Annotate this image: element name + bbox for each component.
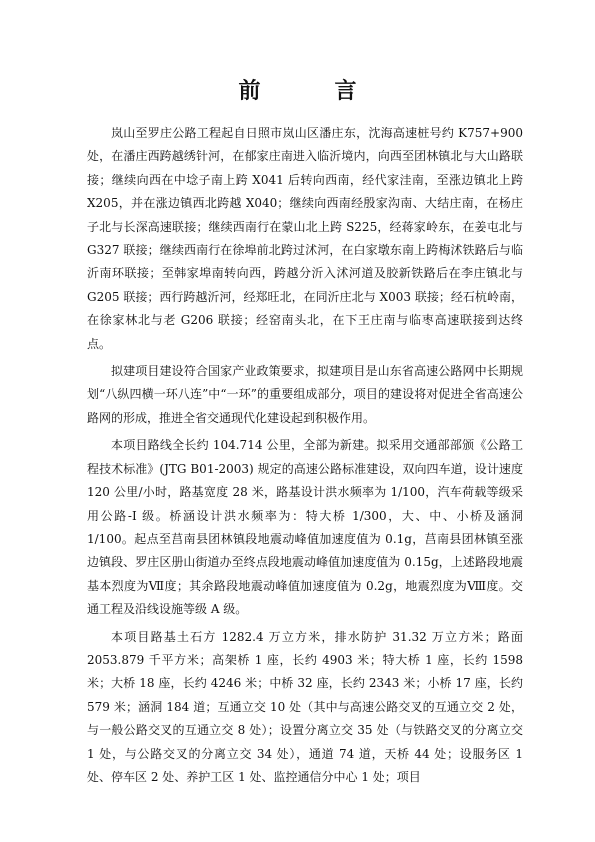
paragraph-route: 岚山至罗庄公路工程起自日照市岚山区潘庄东，沈海高速桩号约 K757+900 处，在潘庄西跨越绣针河，在郁家庄南进入临沂境内，向西至团林镇北与大山路联接；继续向西在中埝子南上跨 X041 后转向西南，经代家洼南，至涨边镇北上跨 X205，并在涨边镇西北跨越 X040；继续向西南经殷家沟南、大结庄南，在杨庄子北与长深高速联接；继续西南行在蒙山北上跨 S225，经蒋家岭东，在姜屯北与 G327 联接；继续西南行在徐埠前北跨过沭河，在白家墩东南上跨梅沭铁路后与临沂南环联接；至韩家埠南转向西，跨越分沂入沭河道及胶新铁路后在李庄镇北与 G205 联接；西行跨越沂河，经郑旺北，在同沂庄北与 X003 联接；经石杭岭南，在徐家林北与老 G206 联接；经窑南头北，在下王庄南与临枣高速联接到达终点。	[87, 126, 523, 351]
document-body	[87, 122, 523, 793]
paragraph-standards: 本项目路线全长约 104.714 公里，全部为新建。拟采用交通部部颁《公路工程技术标准》(JTG B01-2003) 规定的高速公路标准建设，双向四车道，设计速度 120 公里/小时，路基宽度 28 米，路基设计洪水频率为 1/100，汽车荷载等级采用公路-I 级。桥涵设计洪水频率为：特大桥 1/300，大、中、小桥及涵洞 1/100。起点至莒南县团林镇段地震动峰值加速度值为 0.1g，莒南县团林镇至涨边镇段、罗庄区册山街道办至终点段地震动峰值加速度值为 0.15g，上述路段地震基本烈度为Ⅶ度；其余路段地震动峰值加速度值为 0.2g，地震烈度为Ⅷ度。交通工程及沿线设施等级 A 级。	[87, 438, 523, 617]
paragraph-policy: 拟建项目建设符合国家产业政策要求，拟建项目是山东省高速公路网中长期规划“八纵四横一环八连”中“一环”的重要组成部分，项目的建设将对促进全省高速公路网的形成，推进全省交通现代化建设起到积极作用。	[87, 364, 523, 425]
paragraph-quantities: 本项目路基土石方 1282.4 万立方米，排水防护 31.32 万立方米；路面 2053.879 千平方米；高架桥 1 座，长约 4903 米；特大桥 1 座，长约 1598 米；大桥 18 座，长约 4246 米；中桥 32 座，长约 2343 米；小桥 17 座，长约 579 米；涵洞 184 道；互通立交 10 处（其中与高速公路交叉的互通立交 2 处，与一般公路交叉的互通立交 8 处）；设置分离立交 35 处（与铁路交叉的分离立交 1 处，与公路交叉的分离立交 34 处），通道 74 道，天桥 44 处；设服务区 1 处、停车区 2 处、养护工区 1 处、监控通信分中心 1 处；项目	[87, 629, 523, 784]
page-title: 前 言	[238, 79, 383, 104]
